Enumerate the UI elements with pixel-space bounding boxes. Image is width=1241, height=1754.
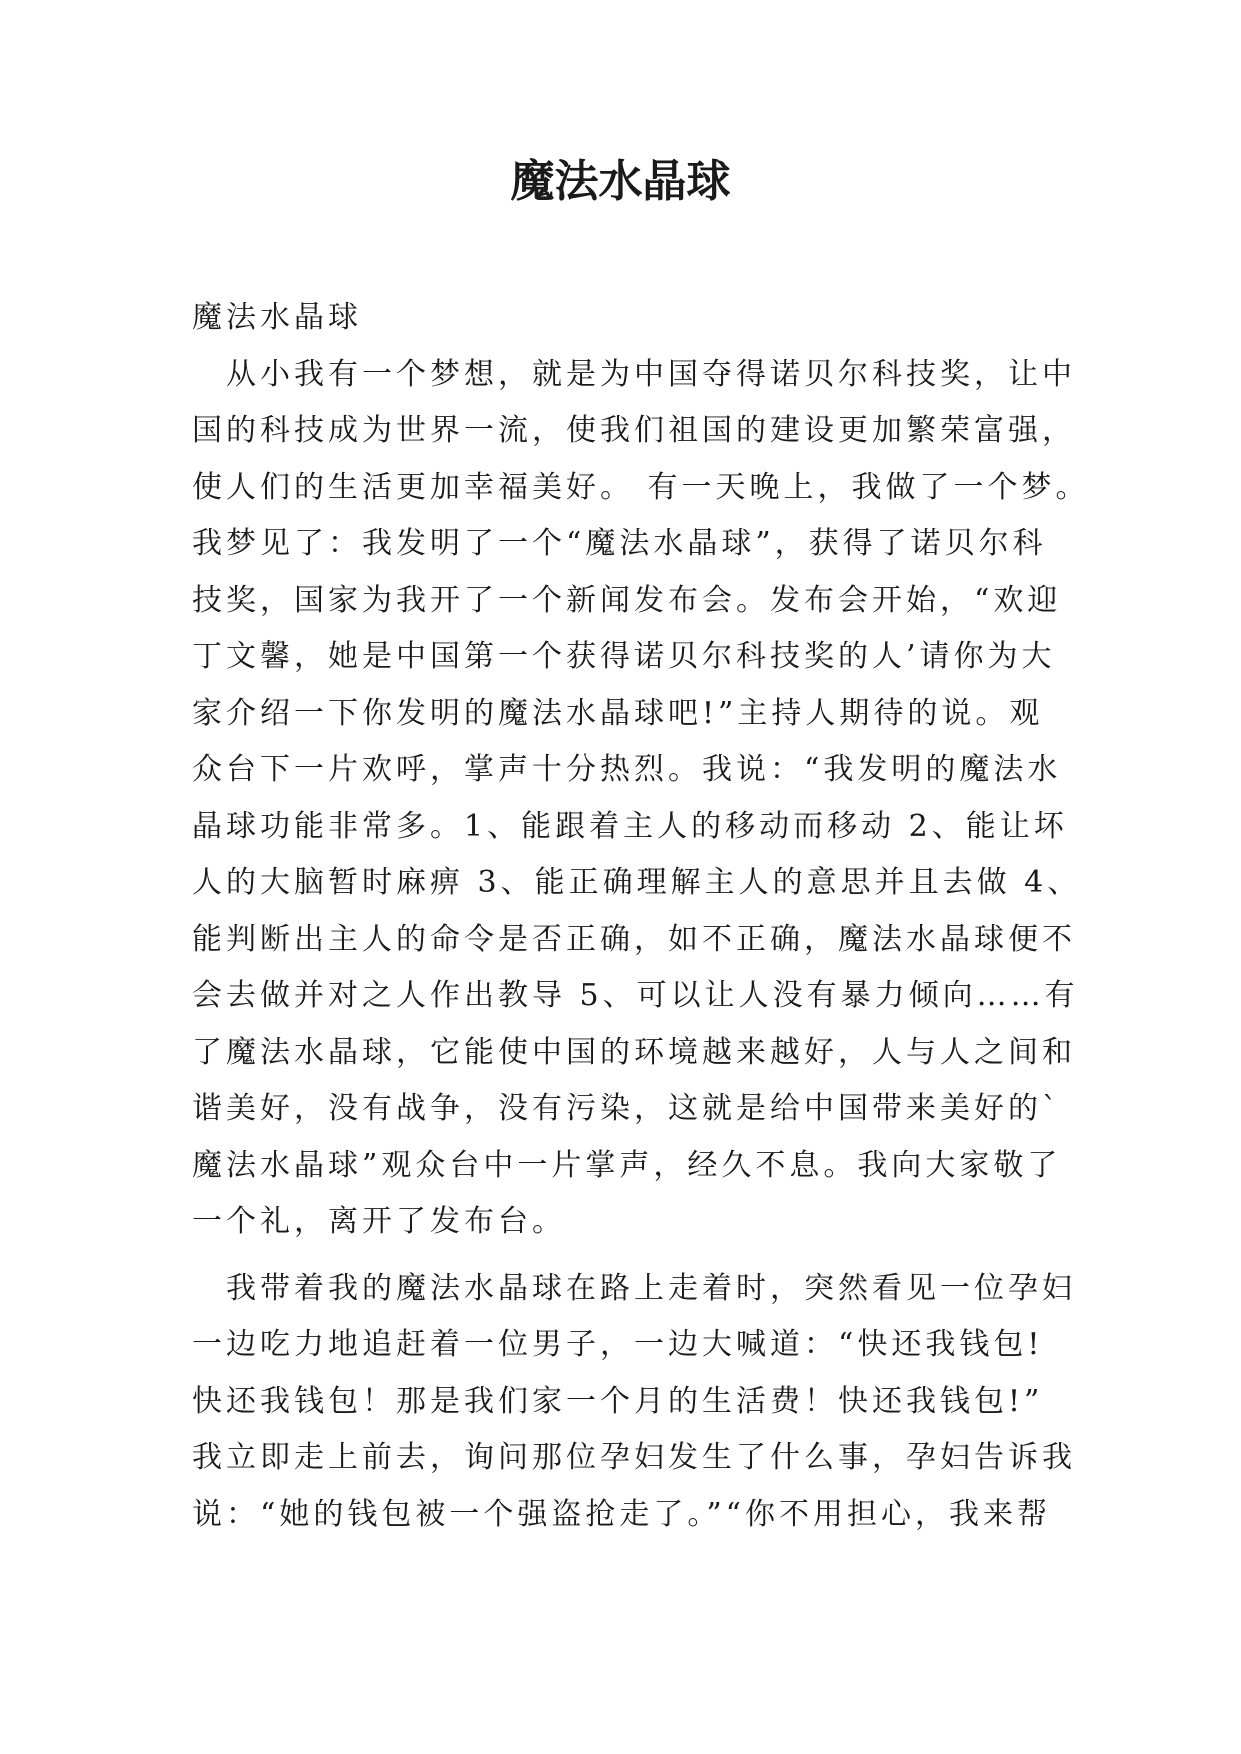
- text-line-content: 一个礼，离开了发布台。: [192, 1204, 566, 1239]
- document-title: 魔法水晶球: [510, 156, 731, 207]
- text-line: [192, 742, 1072, 799]
- text-line-content: 了魔法水晶球，它能使中国的环境越来越好，人与人之间和: [192, 1034, 1076, 1070]
- text-line: [192, 347, 1076, 404]
- text-line: [192, 968, 1079, 1025]
- text-line: [192, 1081, 1072, 1138]
- text-line: [192, 290, 1072, 347]
- text-line-content: 丁文馨，她是中国第一个获得诺贝尔科技奖的人’请你为大: [192, 639, 1056, 674]
- text-line-content: 家介绍一下你发明的魔法水晶球吧!”主持人期待的说。观: [192, 695, 1044, 731]
- text-line-content: 魔法水晶球: [192, 300, 362, 335]
- text-line: [192, 912, 1076, 969]
- text-line: [192, 1194, 1072, 1251]
- text-line: [192, 516, 1072, 573]
- text-line-content: 国的科技成为世界一流，使我们祖国的建设更加繁荣富强，: [192, 413, 1076, 448]
- text-line-content: 技奖，国家为我开了一个新闻发布会。发布会开始，“欢迎: [192, 582, 1062, 618]
- text-line: [192, 460, 1090, 517]
- text-line: [192, 855, 1082, 912]
- text-line: [192, 1487, 1072, 1544]
- text-line-content: 晶球功能非常多。1、能跟着主人的移动而移动 2、能让坏: [192, 808, 1068, 844]
- text-line-content: 使人们的生活更加幸福美好。 有一天晚上，我做了一个梦。: [192, 469, 1090, 505]
- text-line-content: 快还我钱包！那是我们家一个月的生活费！快还我钱包!”: [192, 1383, 1044, 1419]
- text-line-content: 人的大脑暂时麻痹 3、能正确理解主人的意思并且去做 4、: [192, 865, 1082, 900]
- document-body: [192, 290, 1090, 1543]
- text-line-content: 一边吃力地追赶着一位男子，一边大喊道：“快还我钱包!: [192, 1327, 1044, 1362]
- text-line: [192, 1317, 1072, 1374]
- text-line: [192, 403, 1076, 460]
- text-line: [192, 1138, 1072, 1195]
- text-line: [192, 629, 1072, 686]
- text-line: [192, 573, 1072, 630]
- text-line-content: 说：“她的钱包被一个强盗抢走了。”“你不用担心，我来帮: [192, 1496, 1052, 1532]
- text-line: [192, 1025, 1076, 1082]
- text-line-content: 谐美好，没有战争，没有污染，这就是给中国带来美好的`: [192, 1091, 1061, 1126]
- text-line-content: 我立即走上前去，询问那位孕妇发生了什么事，孕妇告诉我: [192, 1440, 1076, 1475]
- text-line-content: 能判断出主人的命令是否正确，如不正确，魔法水晶球便不: [192, 921, 1076, 957]
- text-line-content: 会去做并对之人作出教导 5、可以让人没有暴力倾向……有: [192, 978, 1079, 1013]
- text-line: [192, 1261, 1076, 1318]
- text-line: [192, 686, 1072, 743]
- text-line-content: 从小我有一个梦想，就是为中国夺得诺贝尔科技奖，让中: [226, 356, 1076, 392]
- text-line: [192, 1430, 1076, 1487]
- text-line: [192, 799, 1072, 856]
- text-line-content: 魔法水晶球”观众台中一片掌声，经久不息。我向大家敬了: [192, 1147, 1062, 1183]
- text-line-content: 我梦见了：我发明了一个“魔法水晶球”，获得了诺贝尔科: [192, 526, 1047, 561]
- text-line-content: 我带着我的魔法水晶球在路上走着时，突然看见一位孕妇: [226, 1270, 1076, 1306]
- text-line-content: 众台下一片欢呼，掌声十分热烈。我说：“我发明的魔法水: [192, 752, 1062, 787]
- text-line: [192, 1374, 1072, 1431]
